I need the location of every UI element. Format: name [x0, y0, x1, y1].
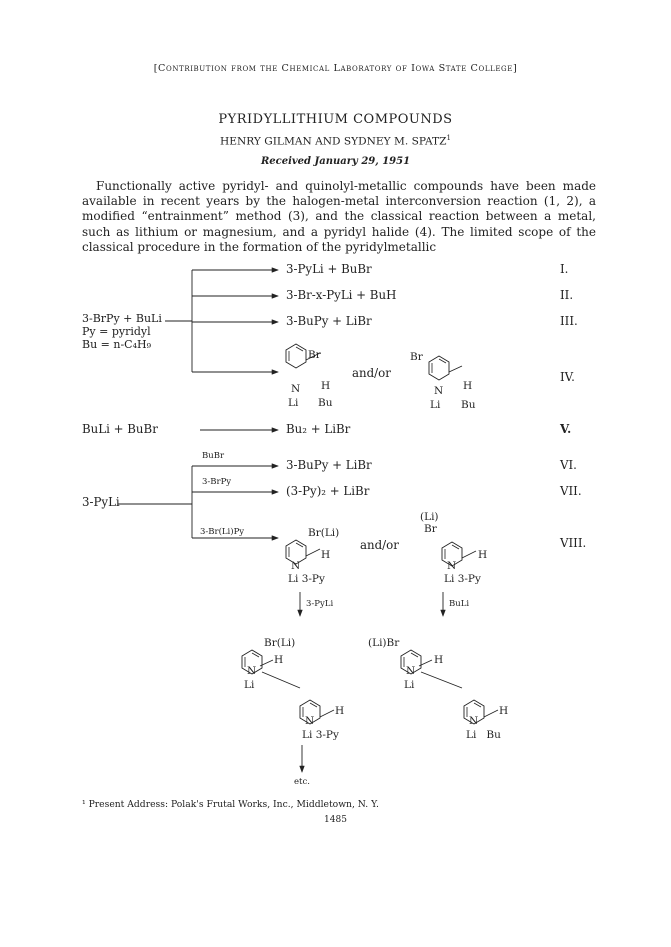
- label-iv: IV.: [560, 370, 575, 384]
- atom-li: Li: [466, 729, 477, 741]
- atom-3-py: 3-Py: [301, 573, 325, 585]
- and-or-iv: and/or: [352, 366, 391, 380]
- atom-h-bipy-left: H: [274, 654, 284, 666]
- atom-li-bipy-right: Li: [404, 679, 415, 691]
- atom-n-bipy-left: N: [247, 665, 257, 677]
- atom-li-iv-right: Li: [430, 399, 441, 411]
- reagent-3-brpy: 3-BrPy: [202, 477, 232, 487]
- reactant-3-pyli: 3-PyLi: [82, 495, 120, 509]
- product-v: Bu₂ + LiBr: [286, 422, 351, 436]
- atom-n-viii-right: N: [447, 560, 457, 572]
- product-vi: 3-BuPy + LiBr: [286, 458, 372, 472]
- atom-li: Li: [302, 729, 313, 741]
- intro-paragraph: Functionally active pyridyl- and quinolyl-metallic compounds have been made available in recent years by the halogen-metal interconversion reaction (1, 2), a modified “entrainment” method (3), and the classical reaction between a metal, such as lithium or magnesium, and a pyridyl halide (4). The limited scope of the classical procedure in the formation of the pyridylmetallic: [82, 179, 596, 254]
- atom-br-viii-right: Br: [424, 523, 437, 535]
- atom-bu-iv-left: Bu: [318, 397, 333, 409]
- author-footnote-mark: 1: [446, 134, 451, 142]
- etc-label: etc.: [294, 777, 310, 787]
- atom-h-bipy-right-lower: H: [499, 705, 509, 717]
- atom-li-3py-viii-right: [444, 574, 481, 585]
- atom-h-iv-right: H: [463, 380, 473, 392]
- contribution-line: [Contribution from the Chemical Laboratory of Iowa State College]: [153, 63, 518, 74]
- page-number: 1485: [324, 815, 347, 825]
- atom-li: Li: [288, 573, 299, 585]
- reagent-bubr: BuBr: [202, 451, 225, 461]
- atom-li-iv-left: Li: [288, 397, 299, 409]
- legend-py: Py = pyridyl: [82, 325, 151, 338]
- reactants-3-brpy-buli: 3-BrPy + BuLi: [82, 312, 162, 325]
- atom-3-py: 3-Py: [315, 729, 339, 741]
- atom-n-bipy-left-lower: N: [305, 715, 315, 727]
- atom-li-3py-bipy-left: [302, 730, 339, 741]
- received-date: Received January 29, 1951: [260, 156, 411, 167]
- reagent-3-br-li-py: 3-Br(Li)Py: [200, 527, 245, 537]
- atom-h-bipy-left-lower: H: [335, 705, 345, 717]
- product-i: 3-PyLi + BuBr: [286, 262, 372, 276]
- authors: HENRY GILMAN AND SYDNEY M. SPATZ: [220, 135, 447, 148]
- atom-h-iv-left: H: [321, 380, 331, 392]
- product-vii: (3-Py)₂ + LiBr: [286, 484, 370, 498]
- atom-li-br-bipy-right: (Li)Br: [368, 637, 400, 649]
- product-iii: 3-BuPy + LiBr: [286, 314, 372, 328]
- label-ii: II.: [560, 288, 574, 302]
- atom-li: Li: [444, 573, 455, 585]
- atom-n-viii-left: N: [291, 560, 301, 572]
- atom-br-iv-right: Br: [410, 351, 423, 363]
- atom-n-iv-right: N: [434, 385, 444, 397]
- reagent-down-right: BuLi: [449, 599, 470, 609]
- reactants-buli-bubr: BuLi + BuBr: [82, 422, 158, 436]
- and-or-viii: and/or: [360, 538, 399, 552]
- label-iii: III.: [560, 314, 578, 328]
- atom-li-paren-viii-right: (Li): [420, 511, 439, 523]
- atom-br-li-bipy-left: Br(Li): [264, 637, 296, 649]
- atom-bu-iv-right: Bu: [461, 399, 476, 411]
- atom-n-iv-left: N: [291, 383, 301, 395]
- legend-bu: Bu = n-C₄H₉: [82, 338, 152, 351]
- atom-bu: Bu: [486, 729, 501, 741]
- product-ii: 3-Br-x-PyLi + BuH: [286, 288, 397, 302]
- atom-n-bipy-right: N: [406, 665, 416, 677]
- atom-li-3py-viii-left: [288, 574, 325, 585]
- article-title: PYRIDYLLITHIUM COMPOUNDS: [218, 112, 453, 127]
- reagent-down-left: 3-PyLi: [306, 599, 334, 609]
- label-viii: VIII.: [560, 536, 587, 550]
- atom-h-viii-left: H: [321, 549, 331, 561]
- atom-h-viii-right: H: [478, 549, 488, 561]
- atom-br-li-viii-left: Br(Li): [308, 527, 340, 539]
- footnote: ¹ Present Address: Polak's Frutal Works, Inc., Middletown, N. Y.: [82, 799, 379, 810]
- label-vi: VI.: [560, 458, 577, 472]
- atom-h-bipy-right: H: [434, 654, 444, 666]
- label-i: I.: [560, 262, 569, 276]
- label-vii: VII.: [560, 484, 582, 498]
- label-v: V.: [560, 422, 572, 436]
- atom-br-iv-left: Br: [308, 349, 321, 361]
- atom-3-py: 3-Py: [457, 573, 481, 585]
- atom-n-bipy-right-lower: N: [469, 715, 479, 727]
- atom-li-bu-bipy-right: [466, 730, 501, 741]
- atom-li-bipy-left: Li: [244, 679, 255, 691]
